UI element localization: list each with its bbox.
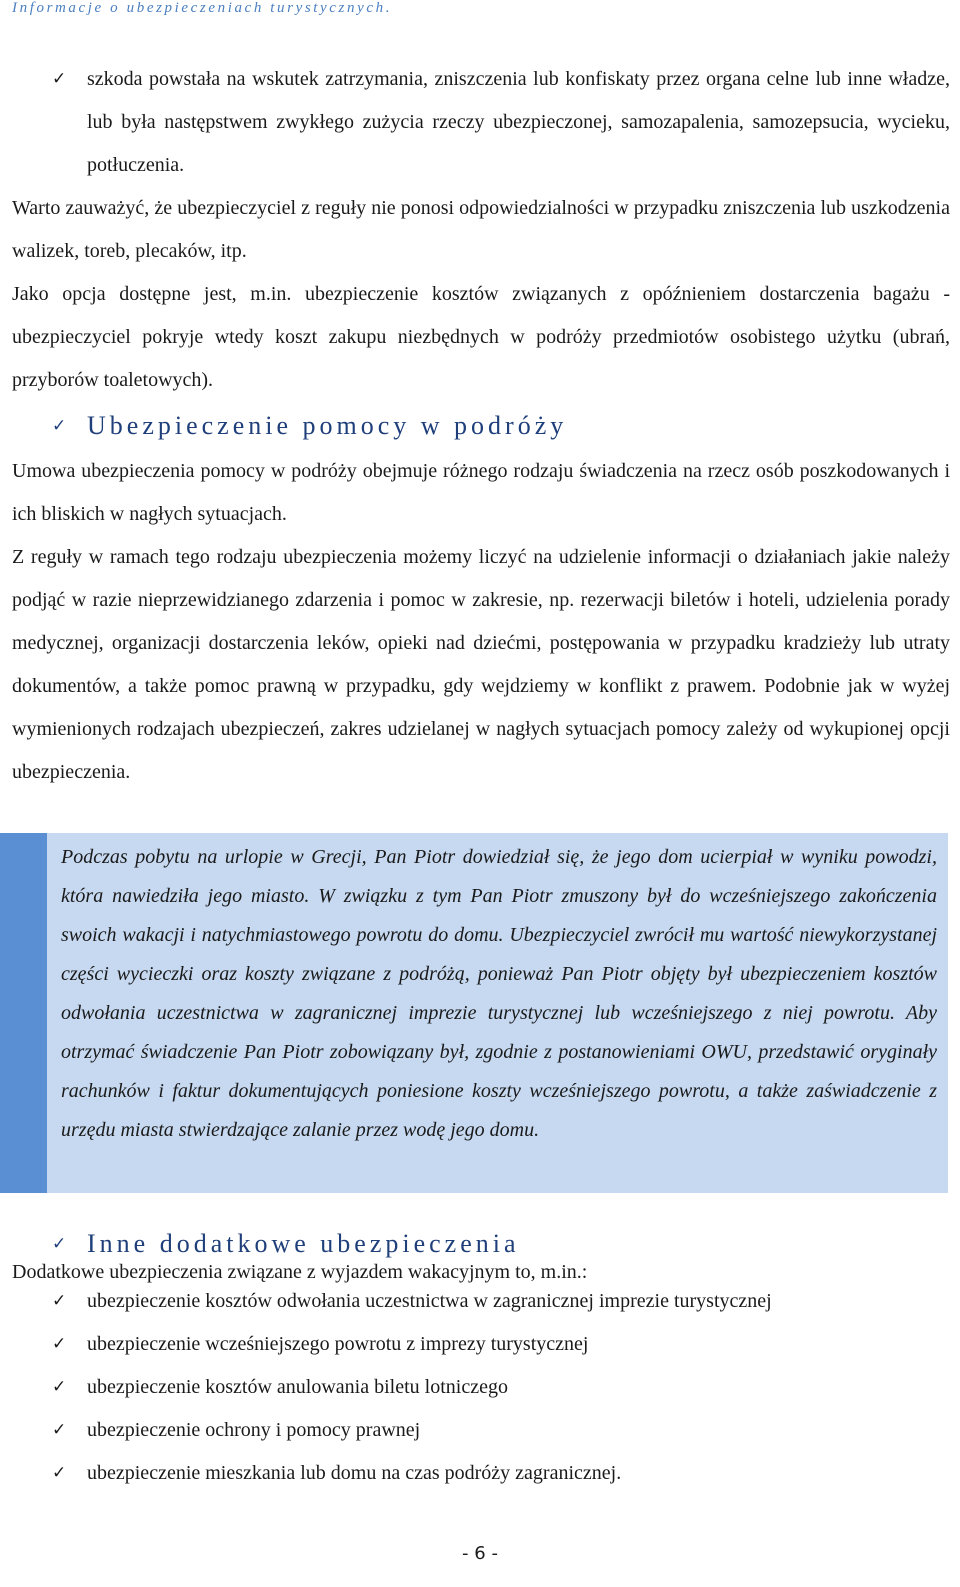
list-item bbox=[12, 1452, 950, 1495]
checkmark-icon: ✓ bbox=[52, 1420, 67, 1440]
example-callout-box bbox=[0, 833, 948, 1193]
checkmark-icon: ✓ bbox=[52, 416, 71, 436]
checkmark-icon: ✓ bbox=[52, 1377, 67, 1397]
paragraph: Warto zauważyć, że ubezpieczyciel z reguły nie ponosi odpowiedzialności w przypadku zniszczenia lub uszkodzenia walizek, toreb, plecaków, itp. bbox=[12, 197, 950, 262]
checkmark-icon: ✓ bbox=[52, 1463, 67, 1483]
page-content bbox=[12, 58, 950, 794]
list-item bbox=[12, 1280, 950, 1323]
running-header: Informacje o ubezpieczeniach turystycznych. bbox=[12, 0, 393, 16]
section-title: Ubezpieczenie pomocy w podróży bbox=[87, 411, 568, 440]
list-item-text: ubezpieczenie ochrony i pomocy prawnej bbox=[87, 1419, 421, 1441]
callout-accent-bar bbox=[0, 833, 47, 1193]
list-item bbox=[12, 58, 950, 187]
bullet-text: szkoda powstała na wskutek zatrzymania, zniszczenia lub konfiskaty przez organa celne lub inne władze, lub była następstwem zwykłego zużycia rzeczy ubezpieczonej, samozapalenia, samozepsucia, wycieku, potłuczenia. bbox=[87, 68, 950, 176]
checkmark-icon: ✓ bbox=[52, 1234, 71, 1254]
section-intro: Dodatkowe ubezpieczenia związane z wyjazdem wakacyjnym to, m.in.: bbox=[12, 1261, 588, 1283]
paragraph: Umowa ubezpieczenia pomocy w podróży obejmuje różnego rodzaju świadczenia na rzecz osób poszkodowanych i ich bliskich w nagłych sytuacjach. bbox=[12, 460, 950, 525]
page-number: - 6 - bbox=[462, 1543, 498, 1564]
list-item-text: ubezpieczenie kosztów anulowania biletu lotniczego bbox=[87, 1376, 508, 1398]
checkmark-icon: ✓ bbox=[52, 1291, 67, 1311]
section-heading-other bbox=[12, 1220, 950, 1268]
paragraph: Jako opcja dostępne jest, m.in. ubezpieczenie kosztów związanych z opóźnieniem dostarczenia bagażu - ubezpieczyciel pokryje wtedy koszt zakupu niezbędnych w podróży przedmiotów osobistego użytku (ubrań, przyborów toaletowych). bbox=[12, 283, 950, 391]
other-insurance-section bbox=[12, 1220, 950, 1495]
callout-text: Podczas pobytu na urlopie w Grecji, Pan Piotr dowiedział się, że jego dom ucierpiał w wyniku powodzi, która nawiedziła jego miasto. W związku z tym Pan Piotr zmuszony był do wcześniejszego zakończenia swoich wakacji i natychmiastowego powrotu do domu. Ubezpieczyciel zwrócił mu wartość niewykorzystanej części wycieczki oraz koszty związane z podróżą, ponieważ Pan Piotr objęty był ubezpieczeniem kosztów odwołania uczestnictwa w zagranicznej imprezie turystycznej lub wcześniejszego z niej powrotu. Aby otrzymać świadczenie Pan Piotr zobowiązany był, zgodnie z postanowieniami OWU, przedstawić oryginały rachunków i faktur dokumentujących poniesione koszty wcześniejszego powrotu, a także zaświadczenie z urzędu miasta stwierdzające zalanie przez wodę jego domu. bbox=[61, 846, 937, 1141]
paragraph: Z reguły w ramach tego rodzaju ubezpieczenia możemy liczyć na udzielenie informacji o działaniach jakie należy podjąć w razie nieprzewidzianego zdarzenia i pomoc w zakresie, np. rezerwacji biletów i hoteli, udzielenia porady medycznej, organizacji dostarczenia leków, opieki nad dziećmi, postępowania w przypadku kradzieży lub utraty dokumentów, a także pomoc prawną w przypadku, gdy wejdziemy w konflikt z prawem. Podobnie jak w wyżej wymienionych rodzajach ubezpieczeń, zakres udzielanej w nagłych sytuacjach pomocy zależy od wykupionej opcji ubezpieczenia. bbox=[12, 546, 950, 783]
insurance-list bbox=[12, 1280, 950, 1495]
list-item bbox=[12, 1409, 950, 1452]
checkmark-icon: ✓ bbox=[52, 69, 67, 89]
list-item-text: ubezpieczenie mieszkania lub domu na czas podróży zagranicznej. bbox=[87, 1462, 622, 1484]
list-item bbox=[12, 1366, 950, 1409]
section-title: Inne dodatkowe ubezpieczenia bbox=[87, 1229, 520, 1258]
checkmark-icon: ✓ bbox=[52, 1334, 67, 1354]
list-item bbox=[12, 1323, 950, 1366]
section-heading-assistance bbox=[12, 402, 950, 450]
list-item-text: ubezpieczenie kosztów odwołania uczestnictwa w zagranicznej imprezie turystycznej bbox=[87, 1290, 772, 1312]
list-item-text: ubezpieczenie wcześniejszego powrotu z imprezy turystycznej bbox=[87, 1333, 589, 1355]
